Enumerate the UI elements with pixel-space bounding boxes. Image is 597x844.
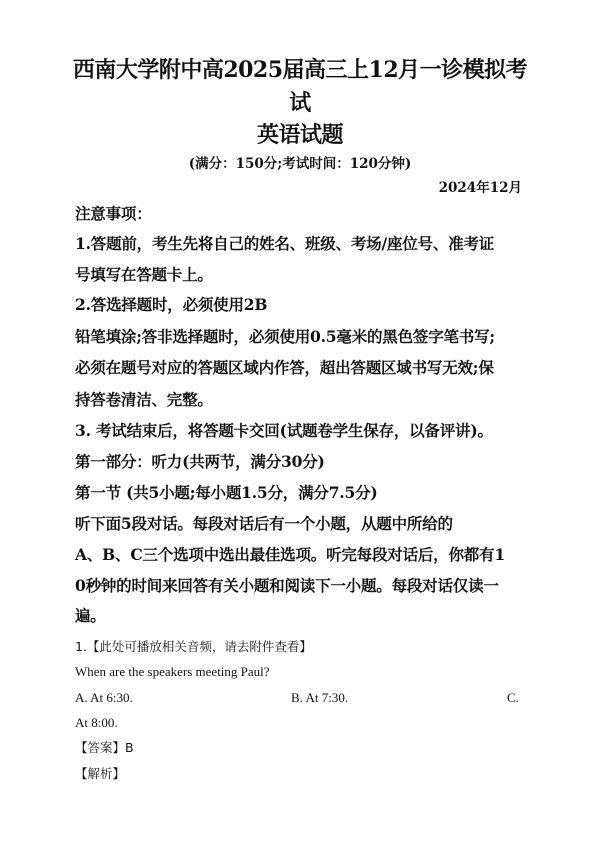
instructions-line-2: A、B、C三个选项中选出最佳选项。听完每段对话后，你都有1 [75, 545, 505, 564]
note-item-2-line-3: 必须在题号对应的答题区域内作答，超出答题区域书写无效;保 [75, 358, 494, 377]
score-and-time: (满分：150分;考试时间：120分钟) [188, 156, 412, 172]
answer-line: 【答案】B [75, 740, 134, 755]
option-c-label: C. [507, 690, 519, 705]
note-item-1-line-1: 1.答题前，考生先将自己的姓名、班级、考场/座位号、准考证 [75, 234, 495, 253]
exam-subject-title: 英语试题 [256, 122, 343, 148]
option-a: A. At 6:30. [75, 690, 133, 705]
note-item-2-line-1: 2.答选择题时，必须使用2B [75, 295, 268, 314]
question-1-stem: When are the speakers meeting Paul? [75, 664, 270, 679]
exam-date: 2024年12月 [438, 180, 522, 196]
note-item-1-line-2: 号填写在答题卡上。 [75, 265, 213, 284]
option-b: B. At 7:30. [291, 690, 349, 705]
instructions-line-4: 遍。 [75, 606, 106, 625]
document-title-line1: 西南大学附中高2025届高三上12月一诊模拟考 [72, 57, 528, 83]
option-c-text: At 8:00. [75, 715, 118, 730]
audio-placeholder-link[interactable]: 1.【此处可播放相关音频，请去附件查看】 [75, 639, 312, 654]
notes-heading: 注意事项： [75, 204, 152, 223]
part-one-heading: 第一部分：听力(共两节，满分30分) [75, 452, 325, 471]
analysis-heading: 【解析】 [75, 766, 126, 781]
instructions-line-1: 听下面5段对话。每段对话后有一个小题，从题中所给的 [75, 514, 453, 533]
note-item-3: 3. 考试结束后，将答题卡交回(试题卷学生保存，以备评讲)。 [75, 421, 493, 440]
question-1-label [75, 638, 312, 656]
note-item-2-line-2: 铅笔填涂;答非选择题时，必须使用0.5毫米的黑色签字笔书写; [75, 327, 495, 346]
section-one-heading: 第一节 (共5小题;每小题1.5分，满分7.5分) [75, 483, 378, 502]
note-item-2-line-4: 持答卷清洁、完整。 [75, 390, 213, 409]
instructions-line-3: 0秒钟的时间来回答有关小题和阅读下一小题。每段对话仅读一 [75, 576, 499, 595]
document-title-line2: 试 [289, 90, 311, 116]
